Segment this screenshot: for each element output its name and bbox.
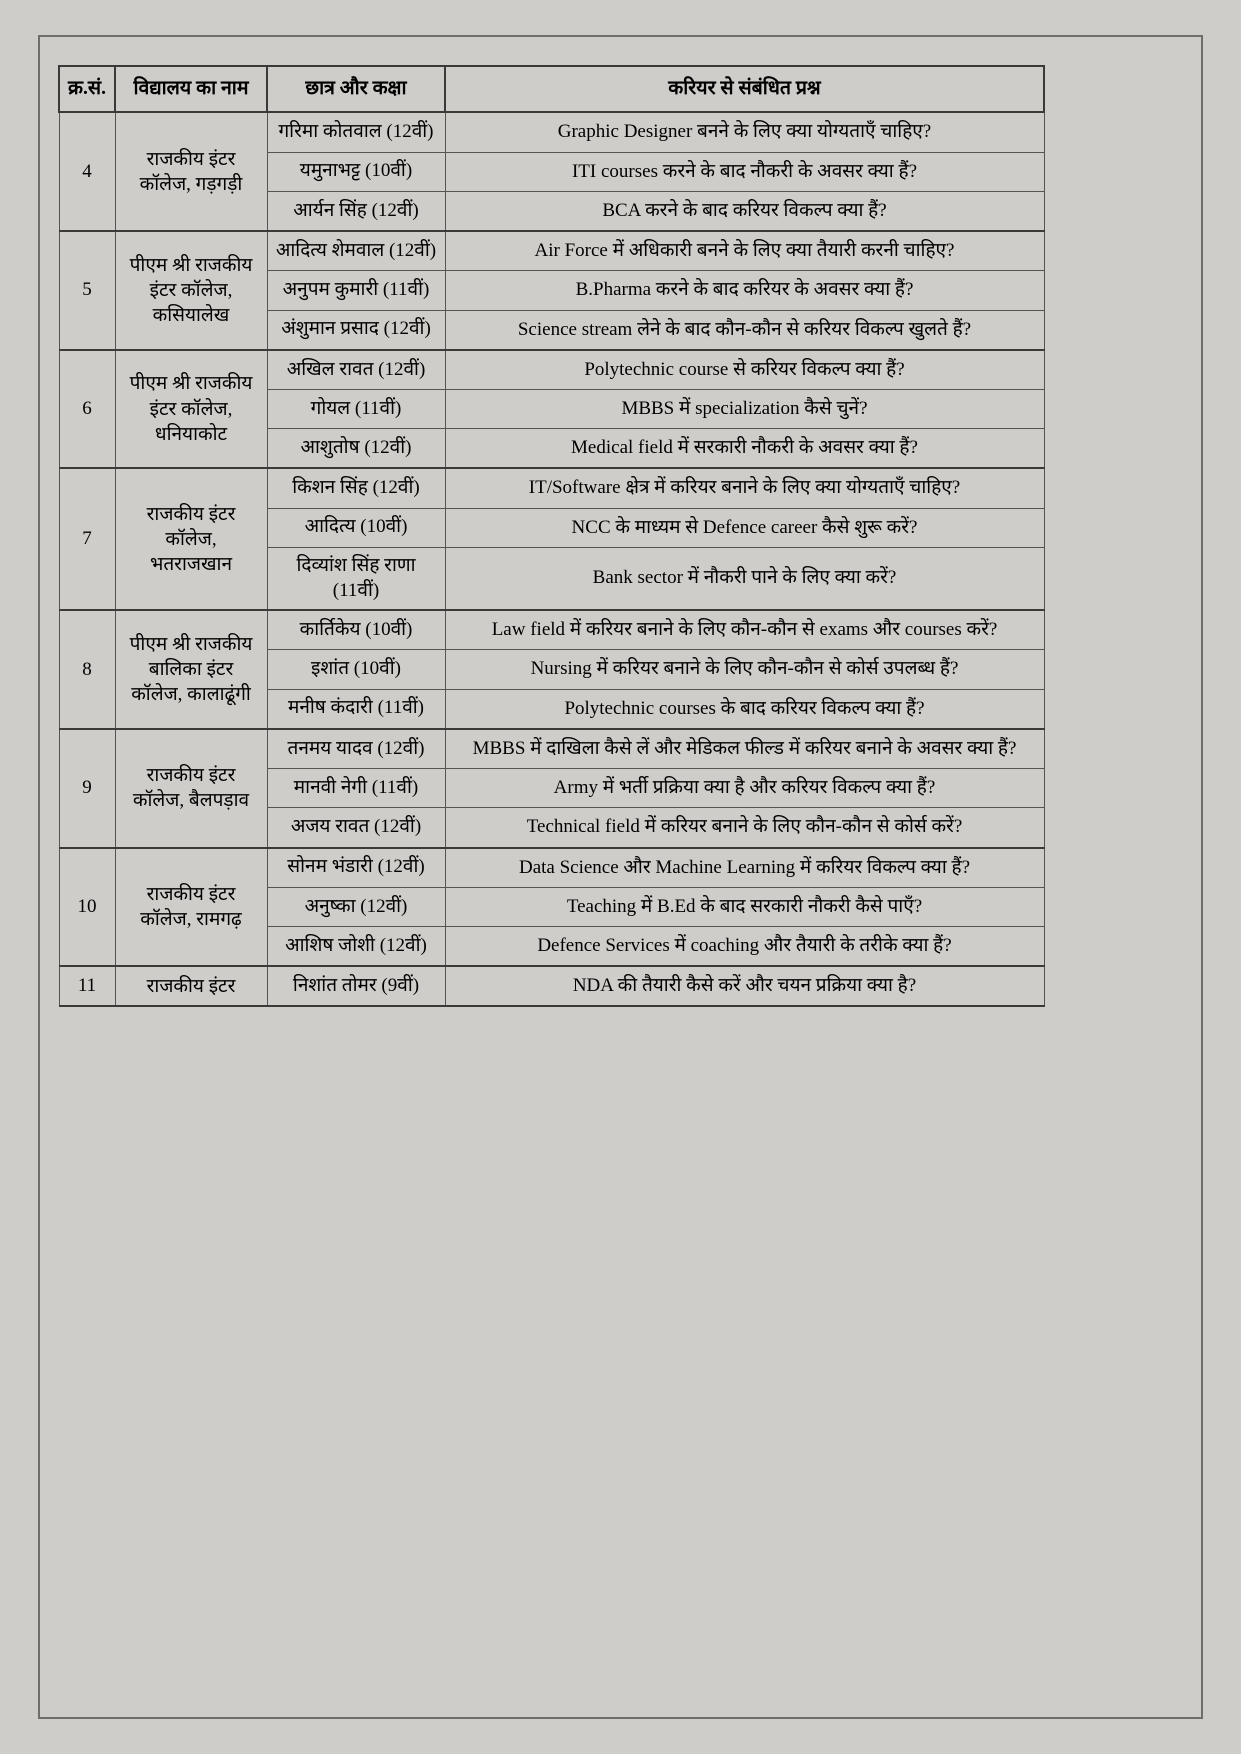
cell-career-question: Law field में करियर बनाने के लिए कौन-कौन से exams और courses करें? <box>445 610 1044 650</box>
cell-career-question: Polytechnic courses के बाद करियर विकल्प क्या हैं? <box>445 689 1044 729</box>
cell-career-question: IT/Software क्षेत्र में करियर बनाने के लिए क्या योग्यताएँ चाहिए? <box>445 468 1044 508</box>
cell-career-question: Science stream लेने के बाद कौन-कौन से करियर विकल्प खुलते हैं? <box>445 310 1044 350</box>
cell-career-question: Data Science और Machine Learning में करियर विकल्प क्या हैं? <box>445 848 1044 888</box>
table-container <box>58 65 1182 1007</box>
table-row <box>59 966 1044 1006</box>
cell-career-question: NCC के माध्यम से Defence career कैसे शुरू करें? <box>445 508 1044 547</box>
cell-career-question: MBBS में दाखिला कैसे लें और मेडिकल फील्ड में करियर बनाने के अवसर क्या हैं? <box>445 729 1044 769</box>
cell-student-and-class: इशांत (10वीं) <box>267 650 445 689</box>
column-header-school-name: विद्यालय का नाम <box>115 66 267 112</box>
cell-school-name: राजकीय इंटर कॉलेज, रामगढ़ <box>115 848 267 967</box>
cell-serial-number: 11 <box>59 966 115 1006</box>
cell-career-question: Technical field में करियर बनाने के लिए कौन-कौन से कोर्स करें? <box>445 808 1044 848</box>
career-questions-table <box>58 65 1045 1007</box>
cell-serial-number: 4 <box>59 112 115 231</box>
cell-student-and-class: अनुपम कुमारी (11वीं) <box>267 271 445 310</box>
cell-school-name: राजकीय इंटर कॉलेज, गड़गड़ी <box>115 112 267 231</box>
cell-career-question: B.Pharma करने के बाद करियर के अवसर क्या हैं? <box>445 271 1044 310</box>
cell-student-and-class: अजय रावत (12वीं) <box>267 808 445 848</box>
table-header <box>59 66 1044 112</box>
cell-serial-number: 7 <box>59 468 115 610</box>
cell-career-question: Medical field में सरकारी नौकरी के अवसर क्या हैं? <box>445 429 1044 469</box>
cell-serial-number: 10 <box>59 848 115 967</box>
cell-career-question: Army में भर्ती प्रक्रिया क्या है और करियर विकल्प क्या हैं? <box>445 769 1044 808</box>
cell-serial-number: 5 <box>59 231 115 350</box>
cell-career-question: Defence Services में coaching और तैयारी के तरीके क्या हैं? <box>445 926 1044 966</box>
cell-student-and-class: निशांत तोमर (9वीं) <box>267 966 445 1006</box>
table-row <box>59 112 1044 152</box>
cell-student-and-class: मनीष कंदारी (11वीं) <box>267 689 445 729</box>
cell-career-question: BCA करने के बाद करियर विकल्प क्या हैं? <box>445 191 1044 231</box>
cell-career-question: Polytechnic course से करियर विकल्प क्या हैं? <box>445 350 1044 390</box>
column-header-career-question: करियर से संबंधित प्रश्न <box>445 66 1044 112</box>
cell-school-name: पीएम श्री राजकीय इंटर कॉलेज, धनियाकोट <box>115 350 267 469</box>
cell-student-and-class: गोयल (11वीं) <box>267 389 445 428</box>
cell-career-question: Air Force में अधिकारी बनने के लिए क्या तैयारी करनी चाहिए? <box>445 231 1044 271</box>
column-header-student-and-class: छात्र और कक्षा <box>267 66 445 112</box>
cell-serial-number: 8 <box>59 610 115 729</box>
cell-student-and-class: आशिष जोशी (12वीं) <box>267 926 445 966</box>
cell-career-question: NDA की तैयारी कैसे करें और चयन प्रक्रिया क्या है? <box>445 966 1044 1006</box>
cell-career-question: ITI courses करने के बाद नौकरी के अवसर क्या हैं? <box>445 152 1044 191</box>
cell-school-name: पीएम श्री राजकीय इंटर कॉलेज, कसियालेख <box>115 231 267 350</box>
cell-serial-number: 9 <box>59 729 115 848</box>
cell-career-question: Teaching में B.Ed के बाद सरकारी नौकरी कैसे पाएँ? <box>445 887 1044 926</box>
cell-school-name: पीएम श्री राजकीय बालिका इंटर कॉलेज, कालाढूंगी <box>115 610 267 729</box>
table-row <box>59 729 1044 769</box>
cell-student-and-class: कार्तिकेय (10वीं) <box>267 610 445 650</box>
cell-student-and-class: अंशुमान प्रसाद (12वीं) <box>267 310 445 350</box>
column-header-serial-number: क्र.सं. <box>59 66 115 112</box>
cell-student-and-class: आदित्य शेमवाल (12वीं) <box>267 231 445 271</box>
cell-school-name: राजकीय इंटर <box>115 966 267 1006</box>
cell-student-and-class: अखिल रावत (12वीं) <box>267 350 445 390</box>
cell-serial-number: 6 <box>59 350 115 469</box>
table-row <box>59 610 1044 650</box>
cell-student-and-class: आर्यन सिंह (12वीं) <box>267 191 445 231</box>
cell-career-question: Nursing में करियर बनाने के लिए कौन-कौन से कोर्स उपलब्ध हैं? <box>445 650 1044 689</box>
table-row <box>59 350 1044 390</box>
cell-career-question: Graphic Designer बनने के लिए क्या योग्यताएँ चाहिए? <box>445 112 1044 152</box>
table-body <box>59 112 1044 1006</box>
table-header-row <box>59 66 1044 112</box>
cell-student-and-class: किशन सिंह (12वीं) <box>267 468 445 508</box>
cell-student-and-class: मानवी नेगी (11वीं) <box>267 769 445 808</box>
cell-career-question: MBBS में specialization कैसे चुनें? <box>445 389 1044 428</box>
cell-student-and-class: आदित्य (10वीं) <box>267 508 445 547</box>
cell-student-and-class: सोनम भंडारी (12वीं) <box>267 848 445 888</box>
cell-student-and-class: तनमय यादव (12वीं) <box>267 729 445 769</box>
table-row <box>59 231 1044 271</box>
cell-school-name: राजकीय इंटर कॉलेज, भतराजखान <box>115 468 267 610</box>
cell-school-name: राजकीय इंटर कॉलेज, बैलपड़ाव <box>115 729 267 848</box>
cell-student-and-class: आशुतोष (12वीं) <box>267 429 445 469</box>
table-row <box>59 468 1044 508</box>
cell-student-and-class: यमुनाभट्ट (10वीं) <box>267 152 445 191</box>
cell-student-and-class: अनुष्का (12वीं) <box>267 887 445 926</box>
table-row <box>59 848 1044 888</box>
cell-student-and-class: दिव्यांश सिंह राणा (11वीं) <box>267 547 445 610</box>
cell-student-and-class: गरिमा कोतवाल (12वीं) <box>267 112 445 152</box>
cell-career-question: Bank sector में नौकरी पाने के लिए क्या करें? <box>445 547 1044 610</box>
